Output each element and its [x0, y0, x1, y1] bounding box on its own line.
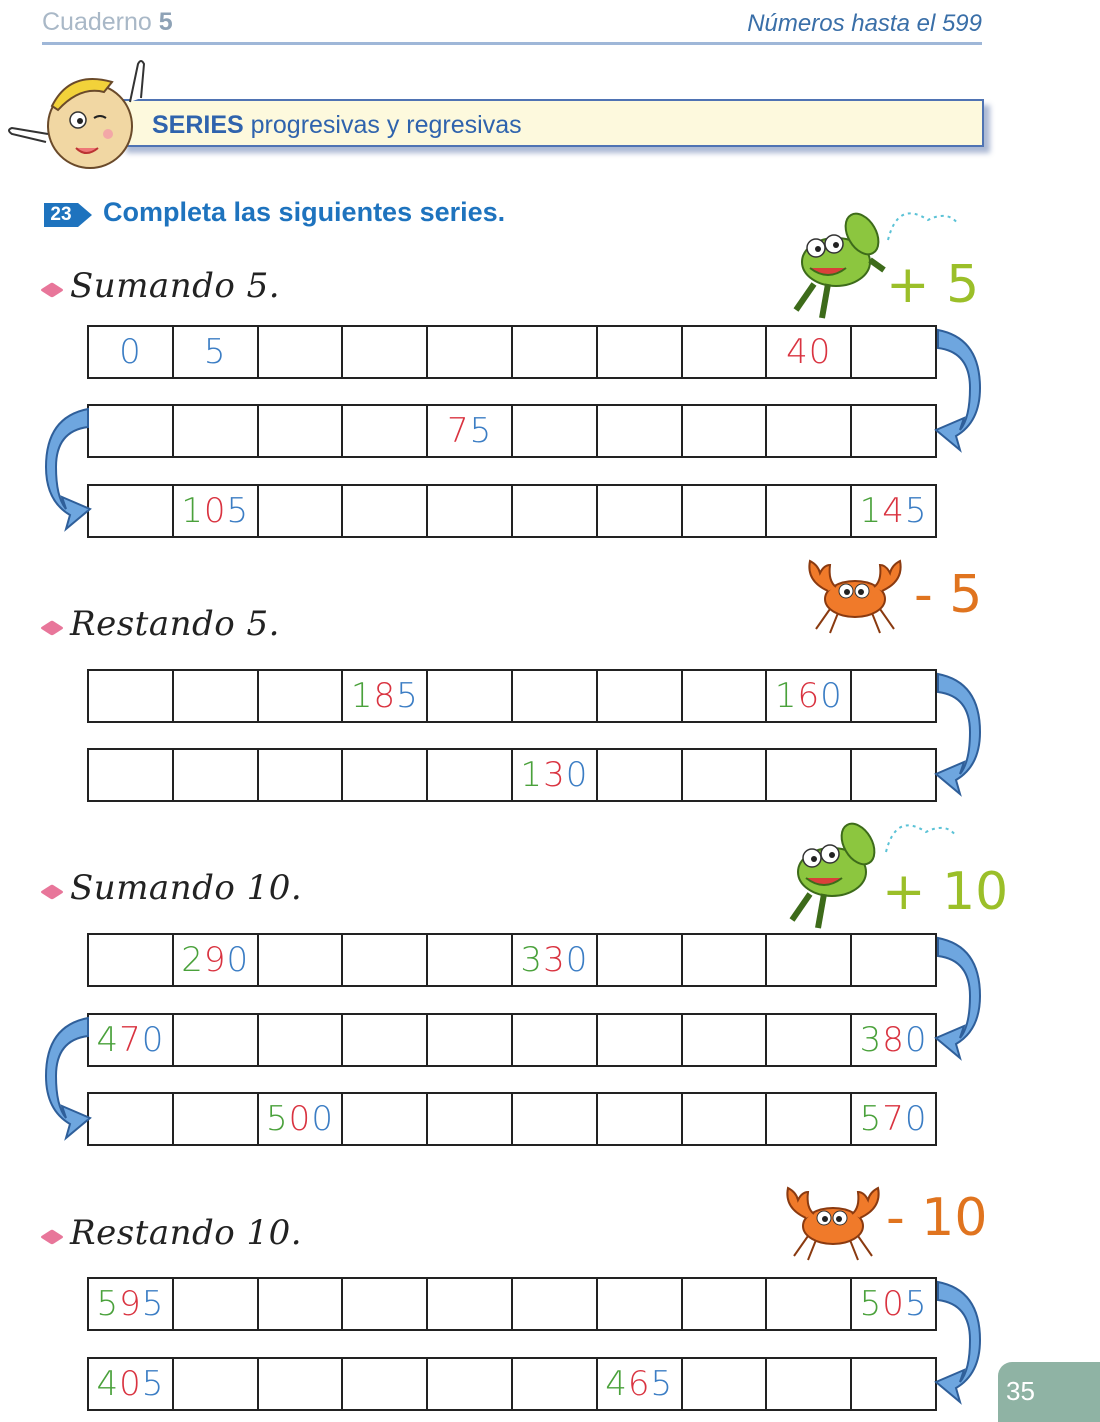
number-cell: [852, 1279, 935, 1329]
number-cell: [174, 935, 259, 985]
digit: 0: [141, 1020, 165, 1060]
empty-cell[interactable]: [259, 935, 344, 985]
empty-cell[interactable]: [767, 1279, 852, 1329]
number-cell: [428, 406, 513, 456]
empty-cell[interactable]: [683, 486, 768, 536]
empty-cell[interactable]: [343, 1015, 428, 1065]
digit: 1: [181, 491, 204, 531]
digit: 5: [266, 1099, 289, 1139]
empty-cell[interactable]: [343, 486, 428, 536]
number-cell: [89, 1279, 174, 1329]
number-cell: [852, 1015, 935, 1065]
digit: 3: [520, 940, 544, 980]
number-cell: [89, 1015, 174, 1065]
bullet-icon: [40, 1229, 64, 1245]
section-label-add-5: Sumando 5.: [70, 266, 281, 306]
empty-cell[interactable]: [852, 935, 935, 985]
empty-cell[interactable]: [513, 486, 598, 536]
bullet-icon: [40, 282, 64, 298]
number-row: [87, 748, 937, 802]
number-cell: [174, 486, 259, 536]
section-label-subtract-10: Restando 10.: [70, 1213, 303, 1253]
empty-cell[interactable]: [767, 486, 852, 536]
digit: 0: [565, 755, 589, 795]
digit: 4: [96, 1020, 120, 1060]
crab-illustration-icon: [778, 1182, 888, 1262]
empty-cell[interactable]: [428, 1359, 513, 1409]
digit: 1: [774, 676, 798, 716]
digit: 0: [226, 940, 250, 980]
empty-cell[interactable]: [174, 1359, 259, 1409]
operation-add-10: + 10: [882, 862, 1009, 922]
digit: 7: [119, 1020, 142, 1060]
empty-cell[interactable]: [513, 406, 598, 456]
empty-cell[interactable]: [683, 1015, 768, 1065]
digit: 4: [605, 1364, 628, 1404]
number-row: [87, 1013, 937, 1067]
empty-cell[interactable]: [259, 1279, 344, 1329]
number-row: [87, 669, 937, 723]
empty-cell[interactable]: [259, 1359, 344, 1409]
empty-cell[interactable]: [598, 327, 683, 377]
digit: 6: [797, 676, 821, 716]
empty-cell[interactable]: [513, 1015, 598, 1065]
banner-title: [152, 111, 522, 140]
digit: 2: [181, 940, 204, 980]
empty-cell[interactable]: [343, 1359, 428, 1409]
number-cell: [852, 1094, 935, 1144]
empty-cell[interactable]: [259, 1015, 344, 1065]
empty-cell[interactable]: [174, 1279, 259, 1329]
empty-cell[interactable]: [174, 1015, 259, 1065]
digit: 0: [203, 491, 227, 531]
empty-cell[interactable]: [852, 750, 935, 800]
number-row: [87, 933, 937, 987]
empty-cell[interactable]: [683, 935, 768, 985]
digit: 3: [543, 755, 566, 795]
empty-cell[interactable]: [767, 406, 852, 456]
empty-cell[interactable]: [598, 671, 683, 721]
empty-cell[interactable]: [513, 1279, 598, 1329]
curved-arrow-right-icon: [934, 670, 986, 802]
empty-cell[interactable]: [259, 327, 344, 377]
digit: 0: [119, 332, 142, 372]
digit: 0: [288, 1099, 312, 1139]
number-cell: [343, 671, 428, 721]
operation-subtract-10: - 10: [886, 1188, 988, 1248]
notebook-number: 5: [158, 8, 173, 36]
digit: 7: [882, 1099, 905, 1139]
number-cell: [598, 1359, 683, 1409]
digit: 0: [882, 1284, 905, 1324]
empty-cell[interactable]: [513, 671, 598, 721]
empty-cell[interactable]: [428, 327, 513, 377]
digit: 4: [882, 491, 905, 531]
number-cell: [174, 327, 259, 377]
empty-cell[interactable]: [89, 935, 174, 985]
digit: 6: [627, 1364, 651, 1404]
empty-cell[interactable]: [174, 750, 259, 800]
empty-cell[interactable]: [89, 750, 174, 800]
digit: 1: [350, 676, 374, 716]
frog-illustration-icon: [770, 200, 980, 328]
digit: 7: [446, 411, 470, 451]
page-number-tab: [998, 1362, 1100, 1422]
crab-illustration-icon: [800, 555, 910, 635]
exercise-number: 23: [44, 203, 78, 227]
number-cell: [89, 327, 174, 377]
digit: 5: [141, 1364, 165, 1404]
empty-cell[interactable]: [428, 935, 513, 985]
empty-cell[interactable]: [89, 486, 174, 536]
digit: 5: [96, 1284, 120, 1324]
empty-cell[interactable]: [513, 1359, 598, 1409]
empty-cell[interactable]: [683, 1279, 768, 1329]
empty-cell[interactable]: [852, 406, 935, 456]
number-cell: [513, 750, 598, 800]
banner-bold: SERIES: [152, 111, 244, 139]
empty-cell[interactable]: [767, 1015, 852, 1065]
digit: 5: [203, 332, 227, 372]
empty-cell[interactable]: [513, 1094, 598, 1144]
empty-cell[interactable]: [598, 1094, 683, 1144]
mascot-illustration: [0, 48, 170, 178]
digit: 9: [203, 940, 227, 980]
digit: 3: [543, 940, 566, 980]
digit: 5: [650, 1364, 674, 1404]
empty-cell[interactable]: [343, 406, 428, 456]
digit: 0: [808, 332, 832, 372]
empty-cell[interactable]: [343, 750, 428, 800]
empty-cell[interactable]: [174, 406, 259, 456]
number-row: [87, 325, 937, 379]
curved-arrow-right-icon: [934, 934, 986, 1066]
empty-cell[interactable]: [428, 486, 513, 536]
digit: 3: [859, 1020, 883, 1060]
digit: 0: [565, 940, 589, 980]
digit: 1: [859, 491, 883, 531]
digit: 5: [396, 676, 419, 716]
empty-cell[interactable]: [598, 486, 683, 536]
header-divider: [42, 42, 982, 45]
digit: 8: [882, 1020, 905, 1060]
number-cell: [767, 671, 852, 721]
digit: 0: [904, 1099, 928, 1139]
empty-cell[interactable]: [259, 750, 344, 800]
bullet-icon: [40, 884, 64, 900]
operation-add-5: + 5: [886, 255, 980, 315]
empty-cell[interactable]: [174, 1094, 259, 1144]
empty-cell[interactable]: [683, 1094, 768, 1144]
number-row: [87, 484, 937, 538]
digit: 5: [904, 491, 928, 531]
digit: 5: [859, 1099, 883, 1139]
digit: 9: [119, 1284, 142, 1324]
empty-cell[interactable]: [767, 750, 852, 800]
section-banner: [120, 99, 984, 147]
curved-arrow-right-icon: [934, 1278, 986, 1410]
topic-title: Números hasta el 599: [747, 10, 982, 37]
empty-cell[interactable]: [89, 671, 174, 721]
empty-cell[interactable]: [343, 1094, 428, 1144]
exercise-arrow-icon: [78, 203, 92, 227]
number-row: [87, 1357, 937, 1411]
empty-cell[interactable]: [89, 406, 174, 456]
digit: 4: [786, 332, 809, 372]
empty-cell[interactable]: [683, 327, 768, 377]
digit: 0: [119, 1364, 142, 1404]
empty-cell[interactable]: [343, 327, 428, 377]
number-cell: [89, 1359, 174, 1409]
empty-cell[interactable]: [513, 327, 598, 377]
empty-cell[interactable]: [598, 1279, 683, 1329]
page-number: 35: [1006, 1376, 1035, 1406]
empty-cell[interactable]: [598, 1015, 683, 1065]
number-row: [87, 404, 937, 458]
empty-cell[interactable]: [259, 486, 344, 536]
empty-cell[interactable]: [598, 406, 683, 456]
digit: 1: [520, 755, 544, 795]
bullet-icon: [40, 620, 64, 636]
empty-cell[interactable]: [767, 1094, 852, 1144]
digit: 0: [820, 676, 843, 716]
section-label-subtract-5: Restando 5.: [70, 604, 280, 644]
banner-subtitle: progresivas y regresivas: [250, 111, 522, 139]
number-cell: [259, 1094, 344, 1144]
number-cell: [852, 486, 935, 536]
empty-cell[interactable]: [428, 1094, 513, 1144]
empty-cell[interactable]: [683, 750, 768, 800]
digit: 8: [373, 676, 397, 716]
empty-cell[interactable]: [89, 1094, 174, 1144]
empty-cell[interactable]: [259, 406, 344, 456]
notebook-name: Cuaderno: [42, 8, 152, 36]
empty-cell[interactable]: [428, 671, 513, 721]
empty-cell[interactable]: [343, 935, 428, 985]
section-label-add-10: Sumando 10.: [70, 868, 303, 908]
empty-cell[interactable]: [852, 327, 935, 377]
number-cell: [513, 935, 598, 985]
empty-cell[interactable]: [428, 1015, 513, 1065]
digit: 5: [904, 1284, 928, 1324]
empty-cell[interactable]: [174, 671, 259, 721]
empty-cell[interactable]: [683, 406, 768, 456]
number-row: [87, 1092, 937, 1146]
curved-arrow-right-icon: [934, 326, 986, 458]
empty-cell[interactable]: [598, 935, 683, 985]
frog-illustration-icon: [768, 812, 978, 936]
empty-cell[interactable]: [852, 1359, 935, 1409]
curved-arrow-left-icon: [40, 405, 92, 537]
empty-cell[interactable]: [767, 935, 852, 985]
empty-cell[interactable]: [259, 671, 344, 721]
curved-arrow-left-icon: [40, 1014, 92, 1146]
number-row: [87, 1277, 937, 1331]
digit: 5: [141, 1284, 165, 1324]
empty-cell[interactable]: [428, 1279, 513, 1329]
operation-subtract-5: - 5: [914, 565, 983, 625]
digit: 4: [96, 1364, 120, 1404]
exercise-title: Completa las siguientes series.: [103, 197, 506, 227]
empty-cell[interactable]: [767, 1359, 852, 1409]
notebook-label: [42, 8, 173, 37]
digit: 5: [469, 411, 493, 451]
digit: 5: [226, 491, 250, 531]
empty-cell[interactable]: [683, 671, 768, 721]
number-cell: [767, 327, 852, 377]
empty-cell[interactable]: [343, 1279, 428, 1329]
digit: 0: [904, 1020, 928, 1060]
digit: 5: [859, 1284, 883, 1324]
empty-cell[interactable]: [683, 1359, 768, 1409]
digit: 0: [311, 1099, 334, 1139]
empty-cell[interactable]: [598, 750, 683, 800]
empty-cell[interactable]: [428, 750, 513, 800]
empty-cell[interactable]: [852, 671, 935, 721]
